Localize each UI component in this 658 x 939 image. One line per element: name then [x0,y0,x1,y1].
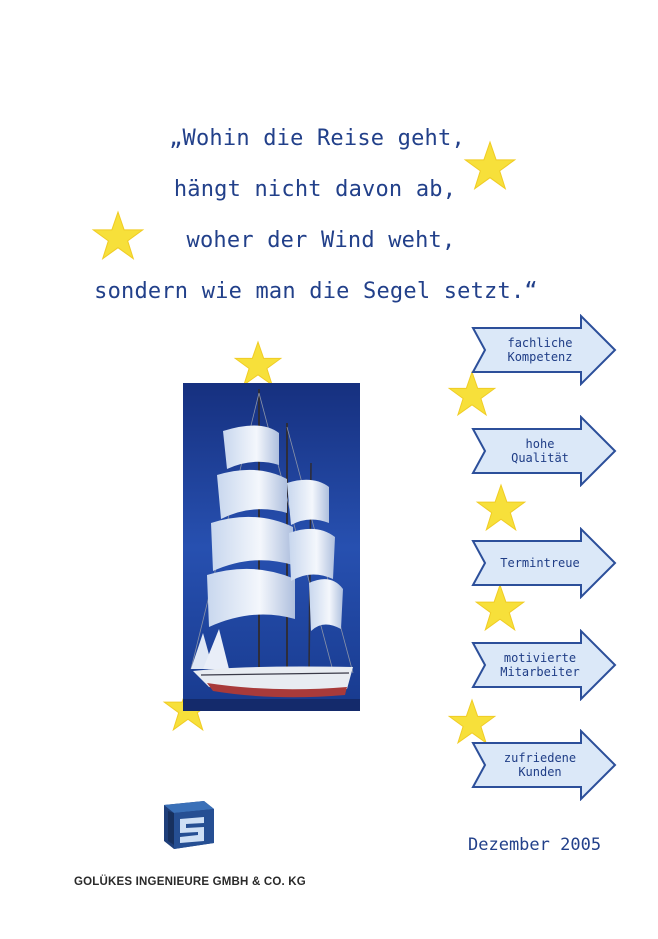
document-date: Dezember 2005 [468,835,602,855]
quote-line-2: hängt nicht davon ab, [173,177,457,202]
value-arrow-fachliche-kompetenz [471,314,617,386]
star-icon [470,483,532,533]
value-label: hohe Qualität [511,437,569,465]
star-icon [229,340,287,388]
value-label: zufriedene Kunden [503,751,577,779]
star-icon [462,140,518,192]
value-arrow-termintreue [471,527,617,599]
quote-line-1: „Wohin die Reise geht, [169,126,465,151]
quote-line-3: woher der Wind weht, [186,228,456,253]
company-logo-icon [160,799,216,851]
value-arrow-hohe-qualitaet [471,415,617,487]
company-name: GOLÜKES INGENIEURE GMBH & CO. KG [74,876,306,888]
value-arrow-zufriedene-kunden [471,729,617,801]
quote-line-4: sondern wie man die Segel setzt.“ [94,279,538,304]
value-label: fachliche Kompetenz [507,336,573,364]
value-label: motivierte Mitarbeiter [500,651,580,679]
sailing-ship-photo [183,383,360,711]
value-arrow-motivierte-mitarbeiter [471,629,617,701]
star-icon [88,210,148,262]
value-label: Termintreue [500,556,580,570]
